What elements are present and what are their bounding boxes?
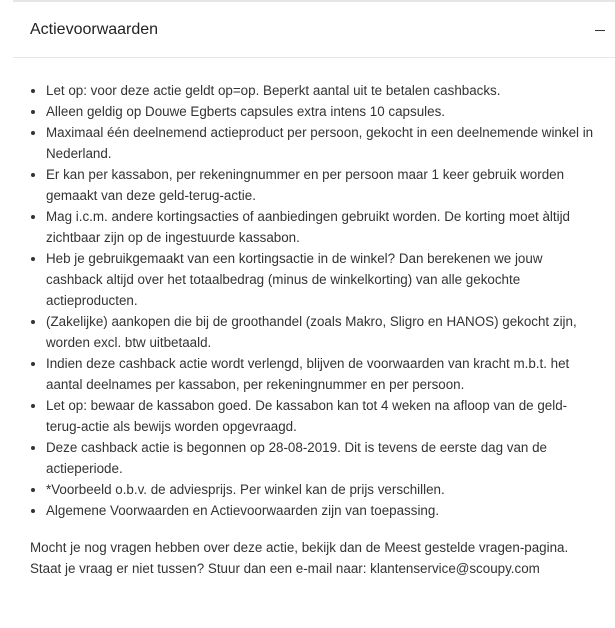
list-item: • Heb je gebruikgemaakt van een kortingsactie in de winkel? Dan berekenen we jouw cashback altijd over het totaalbedrag (minus de winkelkorting) van alle gekochte actieproducten. xyxy=(46,248,600,311)
list-item: • *Voorbeeld o.b.v. de adviesprijs. Per winkel kan de prijs verschillen. xyxy=(46,479,600,500)
list-item: • Maximaal één deelnemend actieproduct per persoon, gekocht in een deelnemende winkel in Nederland. xyxy=(46,122,600,164)
list-item: • Let op: bewaar de kassabon goed. De kassabon kan tot 4 weken na afloop van de geld-terug-actie als bewijs worden opgevraagd. xyxy=(46,395,600,437)
list-item: • Indien deze cashback actie wordt verlengd, blijven de voorwaarden van kracht m.b.t. het aantal deelnames per kassabon, per rekeningnummer en per persoon. xyxy=(46,353,600,395)
minus-icon[interactable] xyxy=(593,23,607,37)
list-item: • Deze cashback actie is begonnen op 28-08-2019. Dit is tevens de eerste dag van de actieperiode. xyxy=(46,437,600,479)
contact-paragraph: Mocht je nog vragen hebben over deze actie, bekijk dan de Meest gestelde vragen-pagina. Staat je vraag er niet tussen? Stuur dan een e-mail naar: klantenservice@scoupy.com xyxy=(30,540,569,576)
list-item: • Er kan per kassabon, per rekeningnummer en per persoon maar 1 keer gebruik worden gemaakt van deze geld-terug-actie. xyxy=(46,164,600,206)
section-title: Actievoorwaarden xyxy=(30,20,159,38)
list-item: • Algemene Voorwaarden en Actievoorwaarden zijn van toepassing. xyxy=(46,500,600,521)
terms-accordion-header[interactable] xyxy=(13,2,615,58)
list-item: • Mag i.c.m. andere kortingsacties of aanbiedingen gebruikt worden. De korting moet àltijd zichtbaar zijn op de ingestuurde kassabon. xyxy=(46,206,600,248)
terms-list xyxy=(30,80,600,521)
list-item: • Alleen geldig op Douwe Egberts capsules extra intens 10 capsules. xyxy=(46,101,600,122)
list-item: • (Zakelijke) aankopen die bij de groothandel (zoals Makro, Sligro en HANOS) gekocht zijn, worden excl. btw uitbetaald. xyxy=(46,311,600,353)
list-item: • Let op: voor deze actie geldt op=op. Beperkt aantal uit te betalen cashbacks. xyxy=(46,80,600,101)
